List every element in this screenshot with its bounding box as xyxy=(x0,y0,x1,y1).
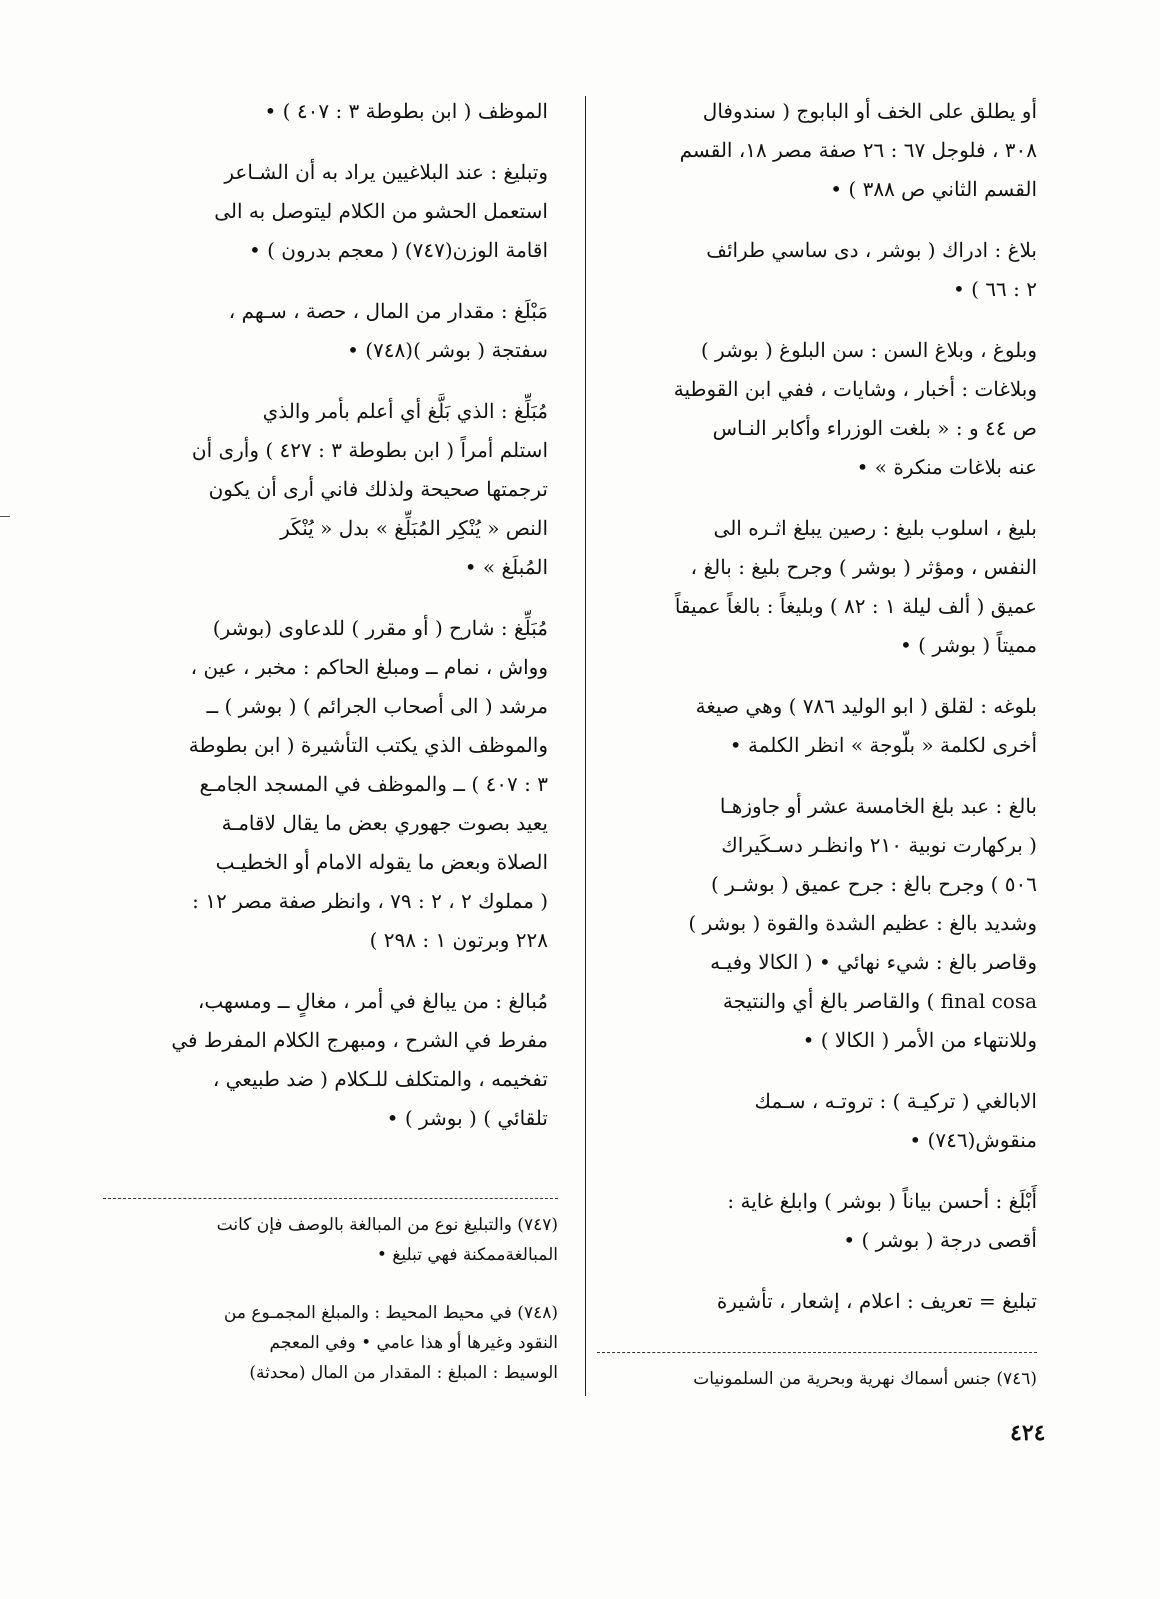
entry-line: مرشد ( الى أصحاب الجرائم ) ( بوشر ) ــ xyxy=(206,694,548,718)
dictionary-entry xyxy=(103,153,548,270)
footnote-line: الوسيط : المبلغ : المقدار من المال (محدثة) xyxy=(249,1363,558,1383)
entry-line: المُبلَغ » • xyxy=(464,555,548,579)
dictionary-entry xyxy=(103,92,548,131)
entry-line: مُبَلِّغ : شارح ( أو مقرر ) للدعاوى (بوشر) xyxy=(212,616,548,640)
left-column xyxy=(103,92,548,1160)
entry-line: استلم أمراً ( ابن بطوطة ٣ : ٤٢٧ ) وأرى أن xyxy=(191,438,548,462)
entry-line: أو يطلق على الخف أو البابوج ( سندوفال xyxy=(702,99,1037,123)
entry-line: القسم الثاني ص ٣٨٨ ) • xyxy=(830,177,1037,201)
dictionary-entry xyxy=(597,787,1037,1060)
entry-line: سفتجة ( بوشر )(٧٤٨) • xyxy=(347,338,548,362)
right-column xyxy=(597,92,1037,1343)
entry-line: مَبْلَغ : مقدار من المال ، حصة ، سـهم ، xyxy=(228,299,548,323)
entry-line: مُبَلِّغ : الذي بَلَّغ أي أعلم بأمر والذي xyxy=(262,399,548,423)
dictionary-entry xyxy=(597,1182,1037,1260)
footnote-line: المبالغةممكنة فهي تبليغ • xyxy=(376,1245,558,1265)
entry-line: مفرط في الشرح ، ومبهرج الكلام المفرط في xyxy=(171,1028,548,1052)
dictionary-entry xyxy=(103,982,548,1138)
footnote-747 xyxy=(103,1210,558,1270)
entry-line: تلقائي ) ( بوشر ) • xyxy=(386,1106,548,1130)
entry-line: وقاصر بالغ : شيء نهائي • ( الكالا وفيـه xyxy=(710,950,1037,974)
dictionary-entry xyxy=(597,687,1037,765)
dictionary-entry xyxy=(597,509,1037,665)
entry-line: عميق ( ألف ليلة ١ : ٨٢ ) وبليغاً : بالغاً عميقاً xyxy=(674,594,1037,618)
dictionary-entry xyxy=(597,1082,1037,1160)
entry-line: تفخيمه ، والمتكلف للـكلام ( ضد طبيعي ، xyxy=(212,1067,548,1091)
dictionary-entry xyxy=(597,331,1037,487)
entry-line: النص « يُنْكِر المُبَلِّغ » بدل « يُنْكَر xyxy=(280,516,548,540)
entry-line: منقوش(٧٤٦) • xyxy=(909,1128,1037,1152)
entry-line: والموظف الذي يكتب التأشيرة ( ابن بطوطة xyxy=(188,733,548,757)
entry-line: بلاغ : ادراك ( بوشر ، دى ساسي طرائف xyxy=(706,238,1037,262)
entry-line: أقصى درجة ( بوشر ) • xyxy=(843,1228,1037,1252)
entry-line: عنه بلاغات منكرة » • xyxy=(856,455,1037,479)
dictionary-entry xyxy=(103,609,548,960)
entry-line: الصلاة وبعض ما يقوله الامام أو الخطيـب xyxy=(215,850,548,874)
entry-line: ( بركهارت نوبية ٢١٠ وانظـر دسـكَيراك xyxy=(721,833,1037,857)
dictionary-entry xyxy=(103,292,548,370)
entry-line: الموظف ( ابن بطوطة ٣ : ٤٠٧ ) • xyxy=(264,99,548,123)
entry-line: ٢٢٨ وبرتون ١ : ٢٩٨ ) xyxy=(369,928,548,952)
entry-line: مميتاً ( بوشر ) • xyxy=(900,633,1037,657)
footnote-rule xyxy=(103,1198,558,1199)
dictionary-entry xyxy=(597,1282,1037,1321)
entry-line: ٥٠٦ ) وجرح بالغ : جرح عميق ( بوشـر ) xyxy=(710,872,1037,896)
entry-line: بلوغه : لقلق ( ابو الوليد ٧٨٦ ) وهي صيغة xyxy=(695,694,1037,718)
entry-line: وبلاغات : أخبار ، وشايات ، ففي ابن القوطية xyxy=(673,377,1037,401)
entry-line: يعيد بصوت جهوري بعض ما يقال لاقامـة xyxy=(221,811,548,835)
entry-line: ص ٤٤ و : « بلغت الوزراء وأكابر النـاس xyxy=(712,416,1037,440)
entry-line: أخرى لكلمة « بلّوجة » انظر الكلمة • xyxy=(729,733,1037,757)
entry-line: ( مملوك ٢ ، ٢ : ٧٩ ، وانظر صفة مصر ١٢ : xyxy=(192,889,548,913)
entry-line: وشديد بالغ : عظيم الشدة والقوة ( بوشر ) xyxy=(688,911,1037,935)
scan-edge-mark xyxy=(0,516,10,517)
entry-line: وللانتهاء من الأمر ( الكالا ) • xyxy=(802,1028,1037,1052)
footnote-line: (٧٤٧) والتبليغ نوع من المبالغة بالوصف فإن كانت xyxy=(216,1215,558,1235)
footnote-rule xyxy=(597,1352,1037,1353)
entry-line: تبليغ = تعريف : اعلام ، إشعار ، تأشيرة xyxy=(716,1289,1037,1313)
dictionary-entry xyxy=(597,92,1037,209)
entry-line: final cosa ) والقاصر بالغ أي والنتيجة xyxy=(722,989,1037,1013)
dictionary-entry xyxy=(597,231,1037,309)
entry-line: النفس ، ومؤثر ( بوشر ) وجرح بليغ : بالغ ، xyxy=(690,555,1037,579)
entry-line: اقامة الوزن(٧٤٧) ( معجم بدرون ) • xyxy=(248,238,548,262)
column-divider xyxy=(585,96,586,1396)
footnote-748 xyxy=(103,1298,558,1388)
entry-line: ترجمتها صحيحة ولذلك فاني أرى أن يكون xyxy=(208,477,548,501)
footnote-line: (٧٤٨) في محيط المحيط : والمبلغ المجمـوع من xyxy=(223,1303,558,1323)
entry-line: أَبْلَغ : أحسن بياناً ( بوشر ) وابلغ غاية : xyxy=(727,1189,1037,1213)
footnote-line: (٧٤٦) جنس أسماك نهرية وبحرية من السلمونيات xyxy=(693,1369,1037,1389)
entry-line: بالغ : عبد بلغ الخامسة عشر أو جاوزهـا xyxy=(719,794,1037,818)
entry-line: ٣ : ٤٠٧ ) ــ والموظف في المسجد الجامـع xyxy=(199,772,548,796)
entry-line: مُبالغ : من يبالغ في أمر ، مغالٍ ــ ومسهب، xyxy=(197,989,548,1013)
entry-line: وبلوغ ، وبلاغ السن : سن البلوغ ( بوشر ) xyxy=(700,338,1037,362)
entry-line: ٢ : ٦٦ ) • xyxy=(952,277,1037,301)
entry-line: الابالغي ( تركيـة ) : تروتـه ، سـمك xyxy=(754,1089,1037,1113)
entry-line: استعمل الحشو من الكلام ليتوصل به الى xyxy=(214,199,548,223)
footnote-line: النقود وغيرها أو هذا عامي • وفي المعجم xyxy=(269,1333,558,1353)
entry-line: وتبليغ : عند البلاغيين يراد به أن الشـاعر xyxy=(224,160,548,184)
footnote-746 xyxy=(597,1364,1037,1394)
dictionary-entry xyxy=(103,392,548,587)
entry-line: وواش ، نمام ــ ومبلغ الحاكم : مخبر ، عين ، xyxy=(190,655,548,679)
entry-line: بليغ ، اسلوب بليغ : رصين يبلغ اثـره الى xyxy=(713,516,1037,540)
entry-line: ٣٠٨ ، فلوجل ٦٧ : ٢٦ صفة مصر ١٨، القسم xyxy=(679,138,1037,162)
page-number: ٤٢٤ xyxy=(1010,1420,1046,1446)
